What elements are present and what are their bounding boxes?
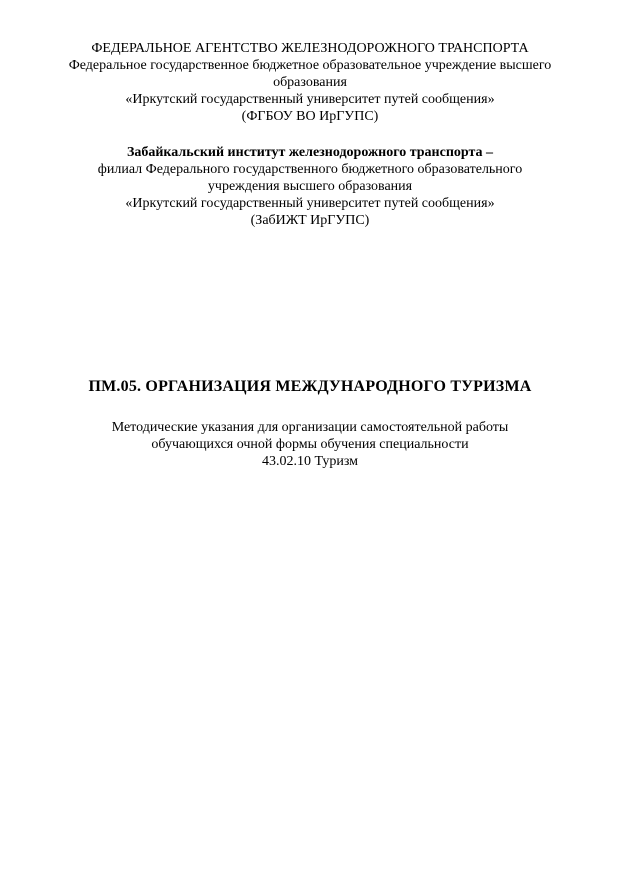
university-name-line: «Иркутский государственный университет путей сообщения» xyxy=(125,92,495,107)
institute-abbr-line: (ЗабИЖТ ИрГУПС) xyxy=(250,213,370,228)
subtitle-line-1: Методические указания для организации самостоятельной работы xyxy=(111,420,509,435)
federal-agency-header xyxy=(48,40,572,125)
institute-header xyxy=(48,144,572,229)
subtitle-specialty-line: 43.02.10 Туризм xyxy=(261,454,359,469)
document-title: ПМ.05. ОРГАНИЗАЦИЯ МЕЖДУНАРОДНОГО ТУРИЗМА xyxy=(88,378,532,395)
document-subtitle xyxy=(48,419,572,470)
institute-university-name-line: «Иркутский государственный университет путей сообщения» xyxy=(125,196,495,211)
org-type-line-1: Федеральное государственное бюджетное образовательное учреждение высшего xyxy=(68,58,552,73)
org-type-line-2: образования xyxy=(273,75,347,90)
subtitle-line-2: обучающихся очной формы обучения специальности xyxy=(151,437,469,452)
university-abbr-line: (ФГБОУ ВО ИрГУПС) xyxy=(241,109,379,124)
branch-line-2: учреждения высшего образования xyxy=(207,179,413,194)
agency-name-line: ФЕДЕРАЛЬНОЕ АГЕНТСТВО ЖЕЛЕЗНОДОРОЖНОГО ТРАНСПОРТА xyxy=(91,41,529,56)
branch-line-1: филиал Федерального государственного бюджетного образовательного xyxy=(97,162,523,177)
institute-name-line: Забайкальский институт железнодорожного транспорта – xyxy=(126,145,494,160)
